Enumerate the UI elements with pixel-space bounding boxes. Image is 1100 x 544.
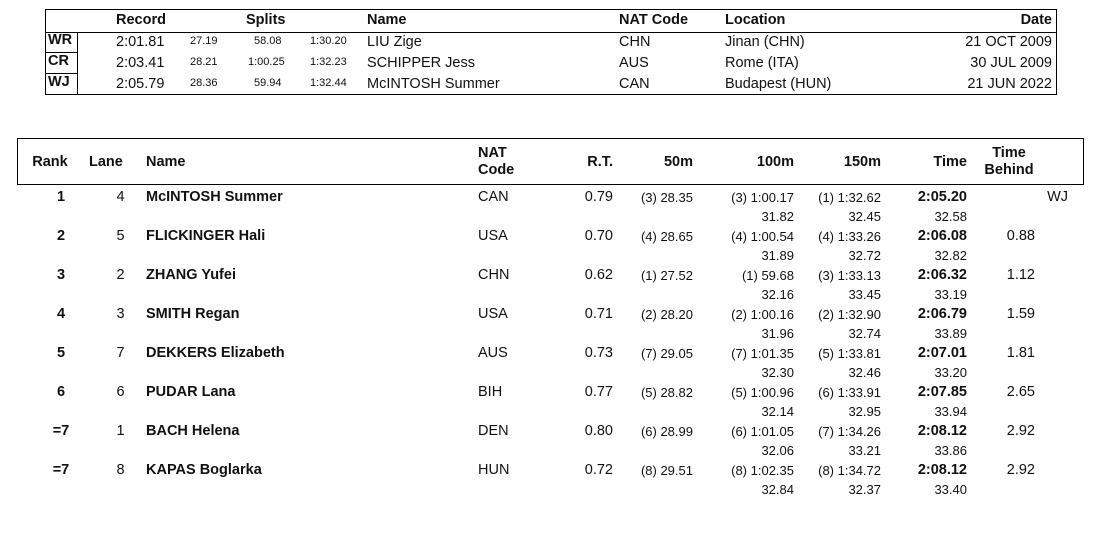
result-record-flag: WJ: [1047, 189, 1068, 205]
result-rank: =7: [52, 423, 70, 439]
result-time-behind: 1.81: [1006, 345, 1035, 361]
result-lane: 7: [116, 345, 125, 361]
record-location: Jinan (CHN): [725, 34, 805, 50]
result-split-50m: (1) 27.52: [640, 268, 693, 283]
record-location: Rome (ITA): [725, 55, 799, 71]
record-split-3: 1:30.20: [310, 35, 347, 47]
record-name: McINTOSH Summer: [367, 76, 500, 92]
record-split-3: 1:32.44: [310, 77, 347, 89]
result-split-150m: (8) 1:34.72: [818, 463, 881, 478]
result-lap-final: 33.94: [934, 404, 967, 419]
result-split-100m: (7) 1:01.35: [731, 346, 794, 361]
result-split-150m: (5) 1:33.81: [818, 346, 881, 361]
result-reaction-time: 0.71: [584, 306, 613, 322]
record-split-2: 58.08: [254, 35, 282, 47]
result-row: [0, 267, 1100, 306]
result-lap-final: 32.82: [934, 248, 967, 263]
result-reaction-time: 0.62: [584, 267, 613, 283]
results-header-nat-line2: Code: [478, 162, 515, 178]
result-rank: 2: [56, 228, 66, 244]
result-nat: CAN: [478, 189, 509, 205]
result-row: [0, 384, 1100, 423]
record-date: 21 JUN 2022: [967, 76, 1052, 92]
result-lap-final: 33.86: [934, 443, 967, 458]
record-time: 2:01.81: [116, 34, 165, 50]
results-header-time: Time: [933, 154, 967, 170]
record-nat: AUS: [619, 55, 649, 71]
record-split-2: 1:00.25: [248, 56, 285, 68]
result-row: [0, 189, 1100, 228]
result-lane: 8: [116, 462, 125, 478]
result-lap-final: 33.40: [934, 482, 967, 497]
result-nat: USA: [478, 306, 508, 322]
result-split-50m: (8) 29.51: [640, 463, 693, 478]
result-reaction-time: 0.77: [584, 384, 613, 400]
results-header-rt: R.T.: [587, 154, 613, 170]
result-lap-final: 33.89: [934, 326, 967, 341]
records-header-name: Name: [367, 12, 407, 28]
results-header-behind-line2: Behind: [984, 162, 1034, 178]
result-lap-100m: 32.84: [761, 482, 794, 497]
result-nat: AUS: [478, 345, 508, 361]
results-header-rank: Rank: [32, 154, 68, 170]
record-time: 2:03.41: [116, 55, 165, 71]
result-reaction-time: 0.79: [584, 189, 613, 205]
records-table: [45, 9, 1057, 95]
result-row: [0, 462, 1100, 501]
result-time: 2:06.32: [917, 267, 967, 283]
result-split-150m: (7) 1:34.26: [818, 424, 881, 439]
result-row: [0, 345, 1100, 384]
result-split-50m: (4) 28.65: [640, 229, 693, 244]
result-lane: 6: [116, 384, 125, 400]
records-header-row: [46, 10, 1056, 33]
result-split-100m: (5) 1:00.96: [731, 385, 794, 400]
result-lap-final: 33.19: [934, 287, 967, 302]
record-split-2: 59.94: [254, 77, 282, 89]
result-split-150m: (6) 1:33.91: [818, 385, 881, 400]
result-time-behind: 0.88: [1006, 228, 1035, 244]
record-code: WR: [46, 32, 78, 53]
result-name: DEKKERS Elizabeth: [146, 345, 285, 361]
result-split-50m: (2) 28.20: [640, 307, 693, 322]
results-header-nat-line1: NAT: [478, 145, 507, 161]
result-time-behind: 2.92: [1006, 423, 1035, 439]
result-reaction-time: 0.70: [584, 228, 613, 244]
record-name: SCHIPPER Jess: [367, 55, 475, 71]
results-header-behind-line1: Time: [992, 145, 1026, 161]
result-split-50m: (3) 28.35: [640, 190, 693, 205]
record-code: CR: [46, 53, 78, 74]
result-row: [0, 423, 1100, 462]
result-nat: USA: [478, 228, 508, 244]
results-header-150m: 150m: [843, 154, 881, 170]
record-row: [46, 74, 1056, 95]
result-lap-100m: 32.14: [761, 404, 794, 419]
result-lap-150m: 33.45: [848, 287, 881, 302]
records-header-splits: Splits: [246, 12, 286, 28]
result-split-150m: (2) 1:32.90: [818, 307, 881, 322]
result-time: 2:07.01: [917, 345, 967, 361]
results-header-50m: 50m: [663, 154, 693, 170]
result-split-50m: (5) 28.82: [640, 385, 693, 400]
result-lap-100m: 32.16: [761, 287, 794, 302]
result-reaction-time: 0.73: [584, 345, 613, 361]
record-date: 30 JUL 2009: [970, 55, 1052, 71]
result-lane: 4: [116, 189, 125, 205]
result-lap-150m: 32.95: [848, 404, 881, 419]
result-lane: 2: [116, 267, 125, 283]
record-nat: CAN: [619, 76, 650, 92]
result-split-100m: (8) 1:02.35: [731, 463, 794, 478]
result-lap-100m: 32.06: [761, 443, 794, 458]
record-code: WJ: [46, 74, 78, 95]
result-name: SMITH Regan: [146, 306, 240, 322]
record-row: [46, 53, 1056, 74]
result-nat: HUN: [478, 462, 510, 478]
result-split-150m: (4) 1:33.26: [818, 229, 881, 244]
result-lap-final: 32.58: [934, 209, 967, 224]
result-lane: 1: [116, 423, 125, 439]
record-time: 2:05.79: [116, 76, 165, 92]
records-header-record: Record: [116, 12, 166, 28]
result-rank: 4: [56, 306, 66, 322]
result-nat: CHN: [478, 267, 510, 283]
result-time-behind: 2.92: [1006, 462, 1035, 478]
result-time: 2:05.20: [917, 189, 967, 205]
result-lap-100m: 31.82: [761, 209, 794, 224]
result-row: [0, 306, 1100, 345]
result-split-50m: (7) 29.05: [640, 346, 693, 361]
result-nat: BIH: [478, 384, 503, 400]
record-row: [46, 32, 1056, 53]
result-split-100m: (2) 1:00.16: [731, 307, 794, 322]
result-reaction-time: 0.80: [584, 423, 613, 439]
result-time: 2:08.12: [917, 423, 967, 439]
records-header-date: Date: [1020, 12, 1052, 28]
result-time: 2:06.79: [917, 306, 967, 322]
result-lap-150m: 32.46: [848, 365, 881, 380]
result-split-100m: (6) 1:01.05: [731, 424, 794, 439]
result-lap-150m: 33.21: [848, 443, 881, 458]
result-rank: 5: [56, 345, 66, 361]
result-split-50m: (6) 28.99: [640, 424, 693, 439]
record-split-1: 28.36: [190, 77, 218, 89]
result-rank: 6: [56, 384, 66, 400]
result-lap-final: 33.20: [934, 365, 967, 380]
records-header-location: Location: [725, 12, 786, 28]
record-date: 21 OCT 2009: [965, 34, 1052, 50]
result-name: KAPAS Boglarka: [146, 462, 262, 478]
result-time: 2:08.12: [917, 462, 967, 478]
result-rank: 3: [56, 267, 66, 283]
result-lap-100m: 31.89: [761, 248, 794, 263]
result-rank: =7: [52, 462, 70, 478]
result-split-100m: (4) 1:00.54: [731, 229, 794, 244]
record-location: Budapest (HUN): [725, 76, 832, 92]
result-name: ZHANG Yufei: [146, 267, 236, 283]
result-name: FLICKINGER Hali: [146, 228, 266, 244]
result-split-150m: (1) 1:32.62: [818, 190, 881, 205]
result-lap-100m: 32.30: [761, 365, 794, 380]
results-header-100m: 100m: [756, 154, 794, 170]
record-split-3: 1:32.23: [310, 56, 347, 68]
record-name: LIU Zige: [367, 34, 422, 50]
result-time: 2:07.85: [917, 384, 967, 400]
result-lap-150m: 32.45: [848, 209, 881, 224]
results-header-lane: Lane: [89, 154, 123, 170]
result-nat: DEN: [478, 423, 509, 439]
result-name: BACH Helena: [146, 423, 240, 439]
result-lap-150m: 32.72: [848, 248, 881, 263]
result-reaction-time: 0.72: [584, 462, 613, 478]
result-row: [0, 228, 1100, 267]
record-nat: CHN: [619, 34, 651, 50]
result-lap-100m: 31.96: [761, 326, 794, 341]
result-lap-150m: 32.37: [848, 482, 881, 497]
result-time-behind: 1.12: [1006, 267, 1035, 283]
result-split-100m: (1) 59.68: [741, 268, 794, 283]
records-header-nat: NAT Code: [619, 12, 689, 28]
result-rank: 1: [56, 189, 66, 205]
result-time-behind: 2.65: [1006, 384, 1035, 400]
result-time-behind: 1.59: [1006, 306, 1035, 322]
result-lane: 5: [116, 228, 125, 244]
result-lap-150m: 32.74: [848, 326, 881, 341]
result-time: 2:06.08: [917, 228, 967, 244]
result-split-100m: (3) 1:00.17: [731, 190, 794, 205]
result-split-150m: (3) 1:33.13: [818, 268, 881, 283]
result-name: McINTOSH Summer: [146, 189, 283, 205]
result-lane: 3: [116, 306, 125, 322]
record-split-1: 27.19: [190, 35, 218, 47]
result-name: PUDAR Lana: [146, 384, 236, 400]
record-split-1: 28.21: [190, 56, 218, 68]
results-header-name: Name: [146, 154, 186, 170]
